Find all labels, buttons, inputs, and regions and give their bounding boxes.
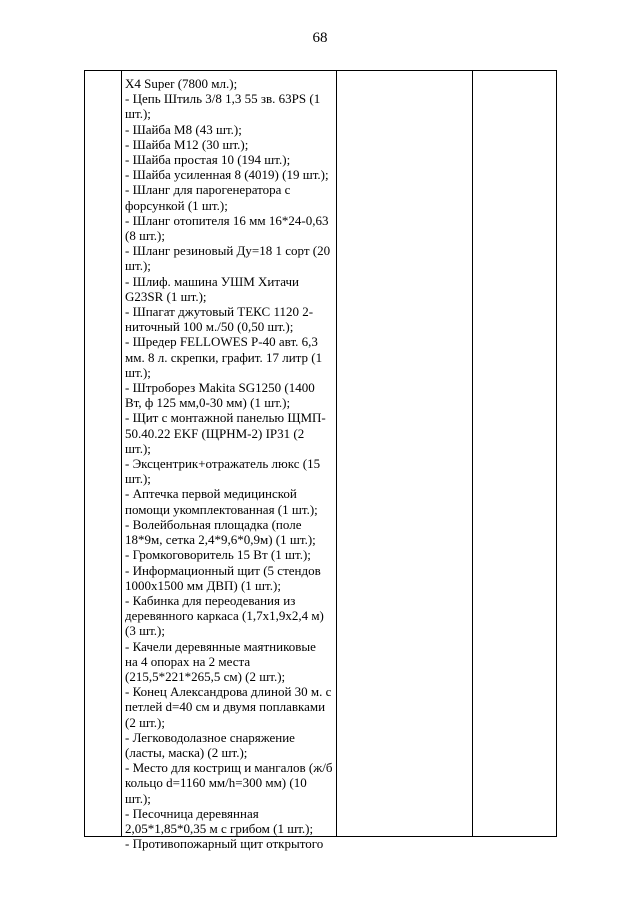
items-cell [125, 76, 335, 851]
inventory-table [84, 70, 557, 852]
list-item: - Штроборез Makita SG1250 (1400 Вт, ф 125 мм,0-30 мм) (1 шт.); [125, 380, 315, 411]
list-item: - Шредер FELLOWES P-40 авт. 6,3 мм. 8 л. скрепки, графит. 17 литр (1 шт.); [125, 334, 323, 380]
list-item: - Шлиф. машина УШМ Хитачи G23SR (1 шт.); [125, 273, 299, 304]
list-item: - Противопожарный щит открытого [125, 836, 324, 852]
list-item: - Легководолазное снаряжение (ласты, маска) (2 шт.); [125, 729, 295, 760]
list-item: - Шайба М12 (30 шт.); [125, 136, 249, 152]
list-item: - Щит с монтажной панелью ЩМП- 50.40.22 EKF (ЩРНМ-2) IP31 (2 шт.); [125, 410, 326, 456]
list-item: - Цепь Штиль 3/8 1,3 55 зв. 63PS (1 шт.); [125, 91, 321, 122]
list-item: - Шайба простая 10 (194 шт.); [125, 152, 291, 168]
list-item: - Место для кострищ и мангалов (ж/б кольцо d=1160 мм/h=300 мм) (10 шт.); [125, 760, 333, 806]
column-divider [121, 71, 122, 836]
column-divider [336, 71, 337, 836]
list-item: - Аптечка первой медицинской помощи укомплектованная (1 шт.); [125, 486, 318, 517]
list-item: - Шланг для парогенератора с форсункой (1 шт.); [125, 182, 291, 213]
list-item: - Шайба М8 (43 шт.); [125, 121, 242, 137]
column-divider [472, 71, 473, 836]
list-item: - Волейбольная площадка (поле 18*9м, сетка 2,4*9,6*0,9м) (1 шт.); [125, 516, 316, 548]
list-item: - Конец Александрова длиной 30 м. с петлей d=40 см и двумя поплавками (2 шт.); [125, 684, 332, 730]
list-item: - Шланг резиновый Ду=18 1 сорт (20 шт.); [125, 243, 331, 274]
list-item: - Песочница деревянная 2,05*1,85*0,35 м с грибом (1 шт.); [125, 805, 314, 836]
list-item: - Качели деревянные маятниковые на 4 опорах на 2 места (215,5*221*265,5 см) (2 шт.); [125, 638, 316, 684]
page-number: 68 [312, 30, 328, 46]
list-item: - Шпагат джутовый ТЕКС 1120 2- ниточный 100 м./50 (0,50 шт.); [125, 304, 314, 335]
list-item: - Кабинка для переодевания из деревянного каркаса (1,7х1,9х2,4 м) (3 шт.); [125, 592, 324, 639]
list-item: X4 Super (7800 мл.); [125, 76, 238, 91]
list-item: - Шланг отопителя 16 мм 16*24-0,63 (8 шт.); [125, 212, 329, 244]
list-item: - Шайба усиленная 8 (4019) (19 шт.); [125, 167, 329, 183]
list-item: - Громкоговоритель 15 Вт (1 шт.); [125, 547, 311, 563]
list-item: - Эксцентрик+отражатель люкс (15 шт.); [125, 456, 321, 487]
list-item: - Информационный щит (5 стендов 1000х1500 мм ДВП) (1 шт.); [125, 562, 321, 593]
